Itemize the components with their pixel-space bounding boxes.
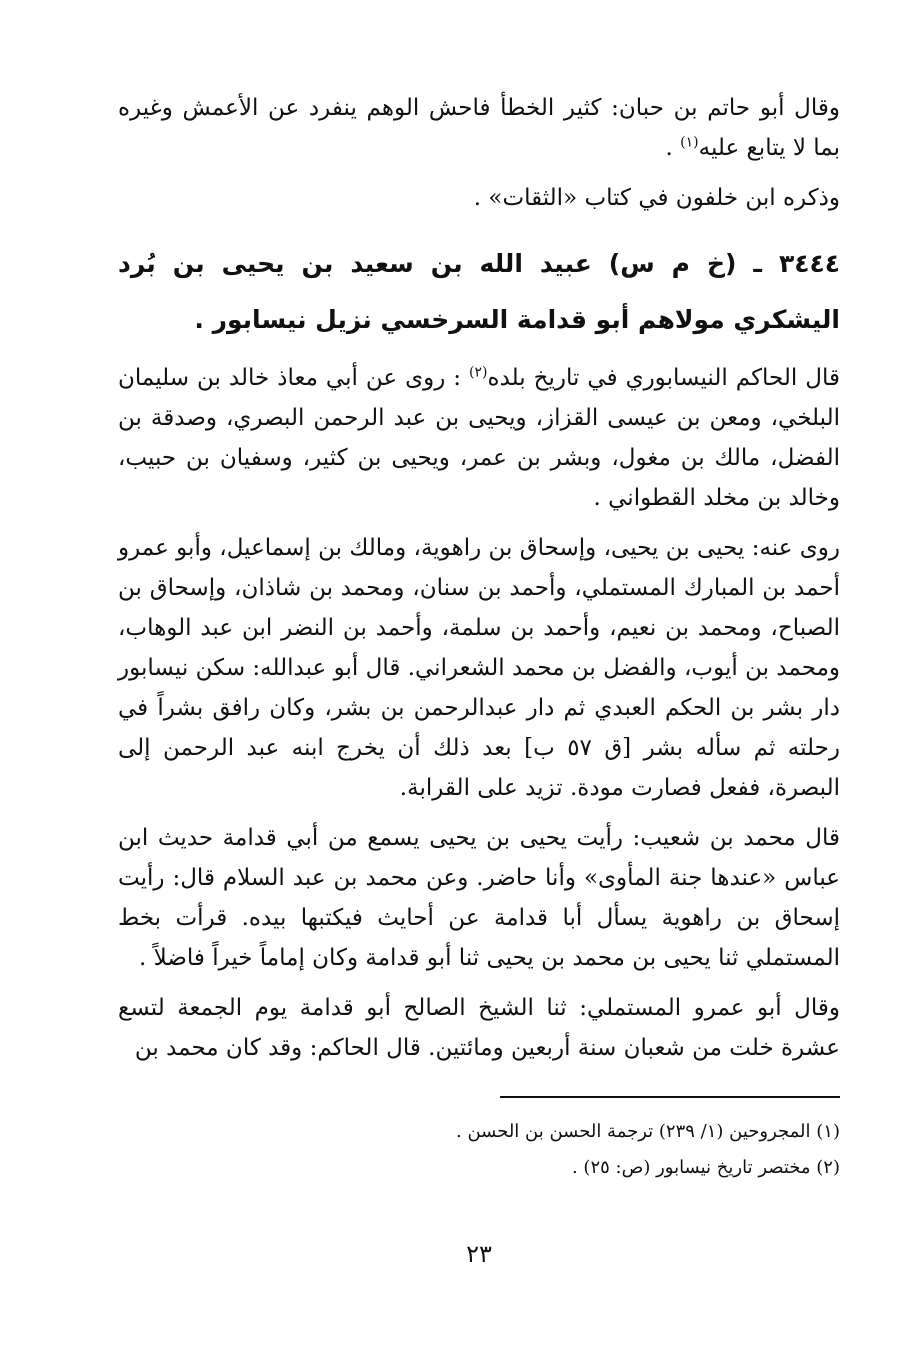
footnotes: [118, 1114, 840, 1186]
paragraph-narrators: روى عنه: يحيى بن يحيى، وإسحاق بن راهوية، ومالك بن إسماعيل، وأبو عمرو أحمد بن المبارك المستملي، وأحمد بن سنان، ومحمد بن شاذان، وإسحاق بن الصباح، ومحمد بن نعيم، وأحمد بن سلمة، وأحمد بن النضر ابن عبد الوهاب، ومحمد بن أيوب، والفضل بن محمد الشعراني. قال أبو عبدالله: سكن نيسابور دار بشر بن الحكم العبدي ثم دار عبدالرحمن بن بشر، وكان رافق بشراً في رحلته ثم سأله بشر [ق ٥٧ ب] بعد ذلك أن يخرج ابنه عبد الرحمن إلى البصرة، ففعل فصارت مودة. تزيد على القرابة.: [118, 535, 840, 801]
paragraph-text-before: قال الحاكم النيسابوري في تاريخ بلده: [487, 365, 840, 391]
footnote-ref-2[interactable]: (٢): [469, 364, 488, 381]
paragraph-text-after: : روى عن أبي معاذ خالد بن سليمان البلخي، ومعن بن عيسى القزاز، ويحيى بن عبد الرحمن البصري، وصدقة بن الفضل، مالك بن مغول، وبشر بن عمر، ويحيى بن كثير، وسفيان بن حبيب، وخالد بن مخلد القطواني .: [118, 365, 840, 511]
paragraph-tail: .: [665, 135, 681, 161]
entry-heading: ٣٤٤٤ ـ (خ م س) عبيد الله بن سعيد بن يحيى بن بُرد اليشكري مولاهم أبو قدامة السرخسي نزيل نيسابور .: [118, 249, 840, 334]
footnote-1: (١) المجروحين (١/ ٢٣٩) ترجمة الحسن بن الحسن .: [456, 1121, 840, 1142]
paragraph-ibn-hibban: [118, 88, 840, 168]
paragraph-ibn-khalfun: وذكره ابن خلفون في كتاب «الثقات» .: [473, 185, 840, 211]
page-number: ٢٣: [466, 1240, 492, 1268]
footnote-2: (٢) مختصر تاريخ نيسابور (ص: ٢٥) .: [571, 1157, 840, 1178]
footnote-ref-1[interactable]: (١): [680, 134, 699, 151]
paragraph-mustamli: وقال أبو عمرو المستملي: ثنا الشيخ الصالح أبو قدامة يوم الجمعة لتسع عشرة خلت من شعبان سنة أربعين ومائتين. قال الحاكم: وقد كان محمد بن: [118, 995, 840, 1061]
book-page: [118, 88, 840, 1288]
paragraph-muhammad-bin-shuayb: قال محمد بن شعيب: رأيت يحيى بن يحيى يسمع من أبي قدامة حديث ابن عباس «عندها جنة المأوى» وأنا حاضر. وعن محمد بن عبد السلام قال: رأيت إسحاق بن راهوية يسأل أبا قدامة عن أحايث فيكتبها بيده. قرأت بخط المستملي ثنا يحيى بن محمد بن يحيى ثنا أبو قدامة وكان إماماً خيراً فاضلاً .: [118, 825, 840, 971]
footnote-divider: [500, 1096, 840, 1098]
paragraph-text: وقال أبو حاتم بن حبان: كثير الخطأ فاحش الوهم ينفرد عن الأعمش وغيره بما لا يتابع عليه: [118, 95, 840, 161]
paragraph-hakim: [118, 358, 840, 518]
